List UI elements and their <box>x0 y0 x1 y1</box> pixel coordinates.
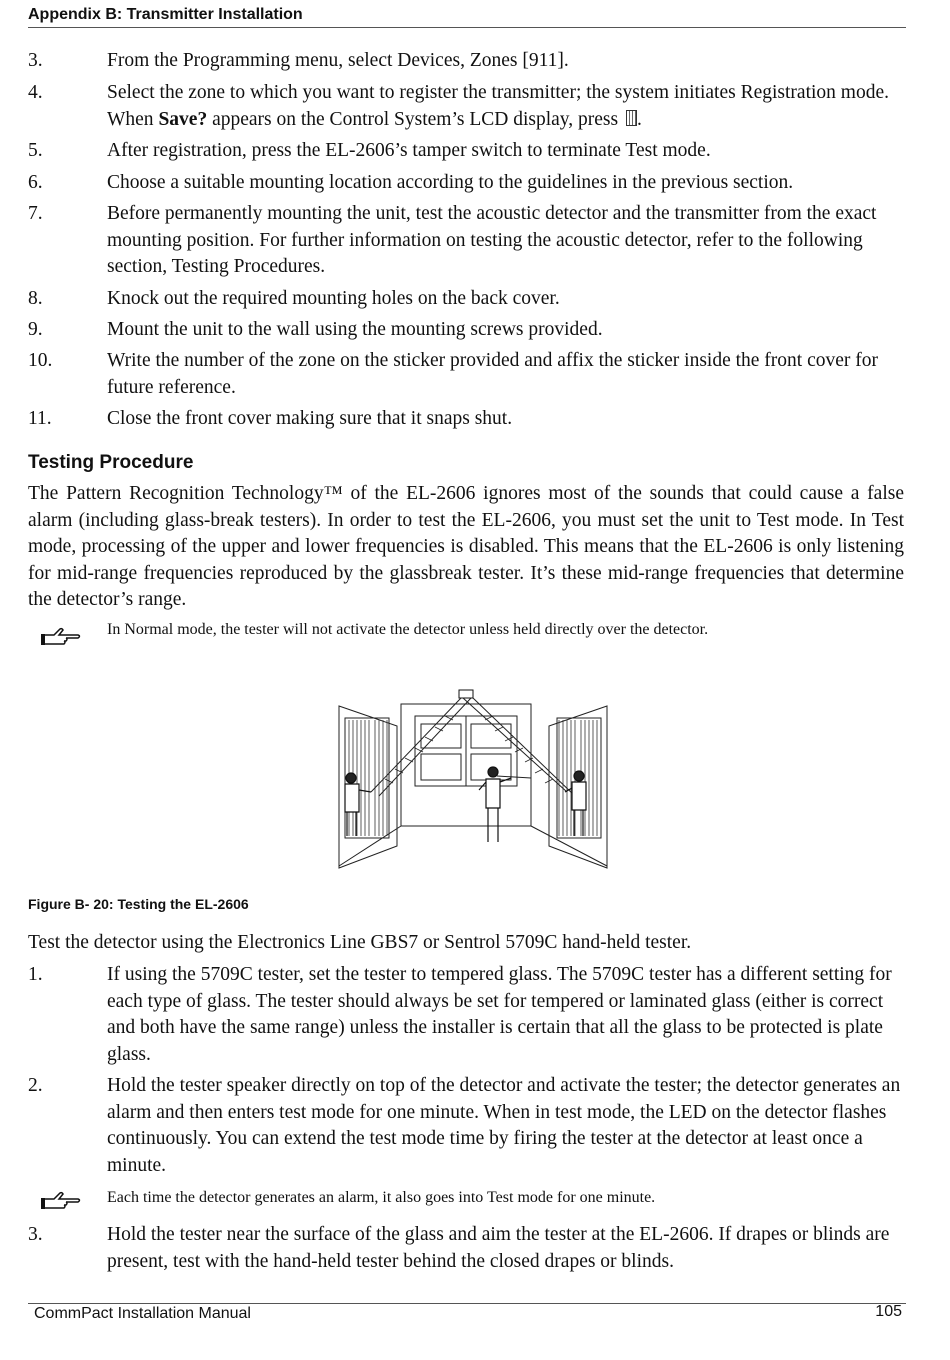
step-number: 1. <box>28 964 43 985</box>
step-text: Close the front cover making sure that it snaps shut. <box>107 408 513 429</box>
pointing-hand-icon <box>40 627 82 652</box>
step-number: 11. <box>28 408 52 429</box>
step-number: 3. <box>28 1224 43 1245</box>
figure-caption: Figure B- 20: Testing the EL-2606 <box>28 896 249 912</box>
intro-paragraph: The Pattern Recognition Technology™ of the EL-2606 ignores most of the sounds that could cause a false alarm (including glass-break testers). In order to test the EL-2606, you must set the unit to Test mode. In Test mode, processing of the upper and lower frequencies is disabled. This means that the EL-2606 is only listening for mid-range frequencies reproduced by the glassbreak tester. It’s these mid-range frequencies that determine the detector’s range. <box>28 483 904 610</box>
test-intro: Test the detector using the Electronics Line GBS7 or Sentrol 5709C hand-held tester. <box>28 932 692 953</box>
footer-rule <box>28 1303 906 1304</box>
list-item <box>28 286 908 313</box>
step-text: If using the 5709C tester, set the tester to tempered glass. The 5709C tester has a different setting for each type of glass. The tester should always be set for tempered or laminated glass (either is correct and both have the same range) unless the installer is certain that all the glass to be protected is plate glass. <box>107 964 892 1065</box>
step-text: After registration, press the EL-2606’s tamper switch to terminate Test mode. <box>107 140 711 161</box>
step-text: Hold the tester speaker directly on top of the detector and activate the tester; the detector generates an alarm and then enters test mode for one minute. When in test mode, the LED on the detector flashes continuously. You can extend the test mode time by firing the tester at the detector at least once a minute. <box>107 1075 901 1176</box>
step-text: Hold the tester near the surface of the glass and aim the tester at the EL-2606. If drapes or blinds are present, test with the hand-held tester behind the closed drapes or blinds. <box>107 1224 890 1272</box>
step-number: 2. <box>28 1075 43 1096</box>
step-number: 4. <box>28 82 43 103</box>
list-item <box>28 348 908 401</box>
list-item <box>28 1222 908 1275</box>
header-rule <box>28 27 906 28</box>
step-text: Knock out the required mounting holes on the back cover. <box>107 288 560 309</box>
step-text: Select the zone to which you want to register the transmitter; the system initiates Registration mode. When Save? appears on the Control System’s LCD display, press . <box>107 82 889 130</box>
pointing-hand-icon <box>40 1191 82 1216</box>
step-text: Choose a suitable mounting location according to the guidelines in the previous section. <box>107 172 794 193</box>
step-text: Mount the unit to the wall using the mounting screws provided. <box>107 319 603 340</box>
note-text: In Normal mode, the tester will not activate the detector unless held directly over the detector. <box>107 621 709 638</box>
list-item <box>28 1073 908 1179</box>
trash-key-icon <box>626 110 637 126</box>
save-prompt-text: Save? <box>158 108 208 130</box>
list-item <box>28 317 908 344</box>
note <box>28 619 908 642</box>
page-header-title: Appendix B: Transmitter Installation <box>28 6 303 23</box>
list-item <box>28 962 908 1068</box>
step-number: 10. <box>28 350 53 371</box>
note <box>28 1187 908 1210</box>
list-item <box>28 48 908 75</box>
step-number: 3. <box>28 50 43 71</box>
step-text: From the Programming menu, select Devices, Zones [911]. <box>107 50 569 71</box>
step-text: Write the number of the zone on the sticker provided and affix the sticker inside the front cover for future reference. <box>107 350 879 398</box>
list-item <box>28 170 908 197</box>
list-item <box>28 80 908 133</box>
footer-manual-title: CommPact Installation Manual <box>34 1305 251 1322</box>
list-item <box>28 406 908 433</box>
step-number: 6. <box>28 172 43 193</box>
note-text: Each time the detector generates an alarm, it also goes into Test mode for one minute. <box>107 1189 656 1206</box>
step-number: 9. <box>28 319 43 340</box>
page-number: 105 <box>875 1303 902 1320</box>
list-item <box>28 201 908 281</box>
section-heading: Testing Procedure <box>28 452 194 473</box>
step-number: 7. <box>28 203 43 224</box>
step-text: Before permanently mounting the unit, test the acoustic detector and the transmitter from the exact mounting position. For further information on testing the acoustic detector, refer to the following section, Testing Procedures. <box>107 203 877 277</box>
step-number: 8. <box>28 288 43 309</box>
step-number: 5. <box>28 140 43 161</box>
list-item <box>28 138 908 165</box>
testing-illustration <box>335 686 611 872</box>
